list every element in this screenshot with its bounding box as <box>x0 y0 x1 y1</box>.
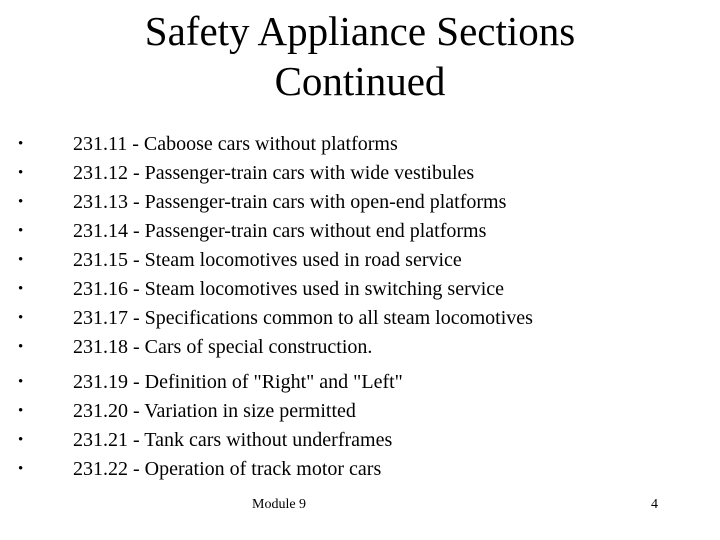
page-number: 4 <box>651 497 658 512</box>
slide-title-line-2: Continued <box>274 58 446 104</box>
bullet-icon: • <box>18 432 24 448</box>
section-item-text: 231.21 - Tank cars without underframes <box>73 429 393 451</box>
section-item-text: 231.12 - Passenger-train cars with wide vestibules <box>73 162 475 184</box>
section-item-text: 231.19 - Definition of "Right" and "Left" <box>73 371 403 393</box>
section-item-text: 231.11 - Caboose cars without platforms <box>73 133 398 155</box>
section-item-text: 231.20 - Variation in size permitted <box>73 400 356 422</box>
section-item-text: 231.15 - Steam locomotives used in road service <box>73 249 462 271</box>
bullet-icon: • <box>18 223 24 239</box>
bullet-icon: • <box>18 403 24 419</box>
bullet-icon: • <box>18 252 24 268</box>
section-item-text: 231.13 - Passenger-train cars with open-end platforms <box>73 191 507 213</box>
bullet-icon: • <box>18 194 24 210</box>
bullet-icon: • <box>18 310 24 326</box>
slide-title <box>0 6 720 106</box>
bullet-icon: • <box>18 136 24 152</box>
bullet-icon: • <box>18 339 24 355</box>
slide-title-line-1: Safety Appliance Sections <box>144 8 576 54</box>
bullet-icon: • <box>18 461 24 477</box>
bullet-icon: • <box>18 165 24 181</box>
section-item-text: 231.22 - Operation of track motor cars <box>73 458 382 480</box>
footer-module-label: Module 9 <box>252 497 307 512</box>
section-item-text: 231.16 - Steam locomotives used in switching service <box>73 278 505 300</box>
section-item-text: 231.17 - Specifications common to all steam locomotives <box>73 307 533 329</box>
bullet-icon: • <box>18 281 24 297</box>
section-item-text: 231.18 - Cars of special construction. <box>73 336 373 358</box>
bullet-icon: • <box>18 374 24 390</box>
section-item-text: 231.14 - Passenger-train cars without end platforms <box>73 220 487 242</box>
